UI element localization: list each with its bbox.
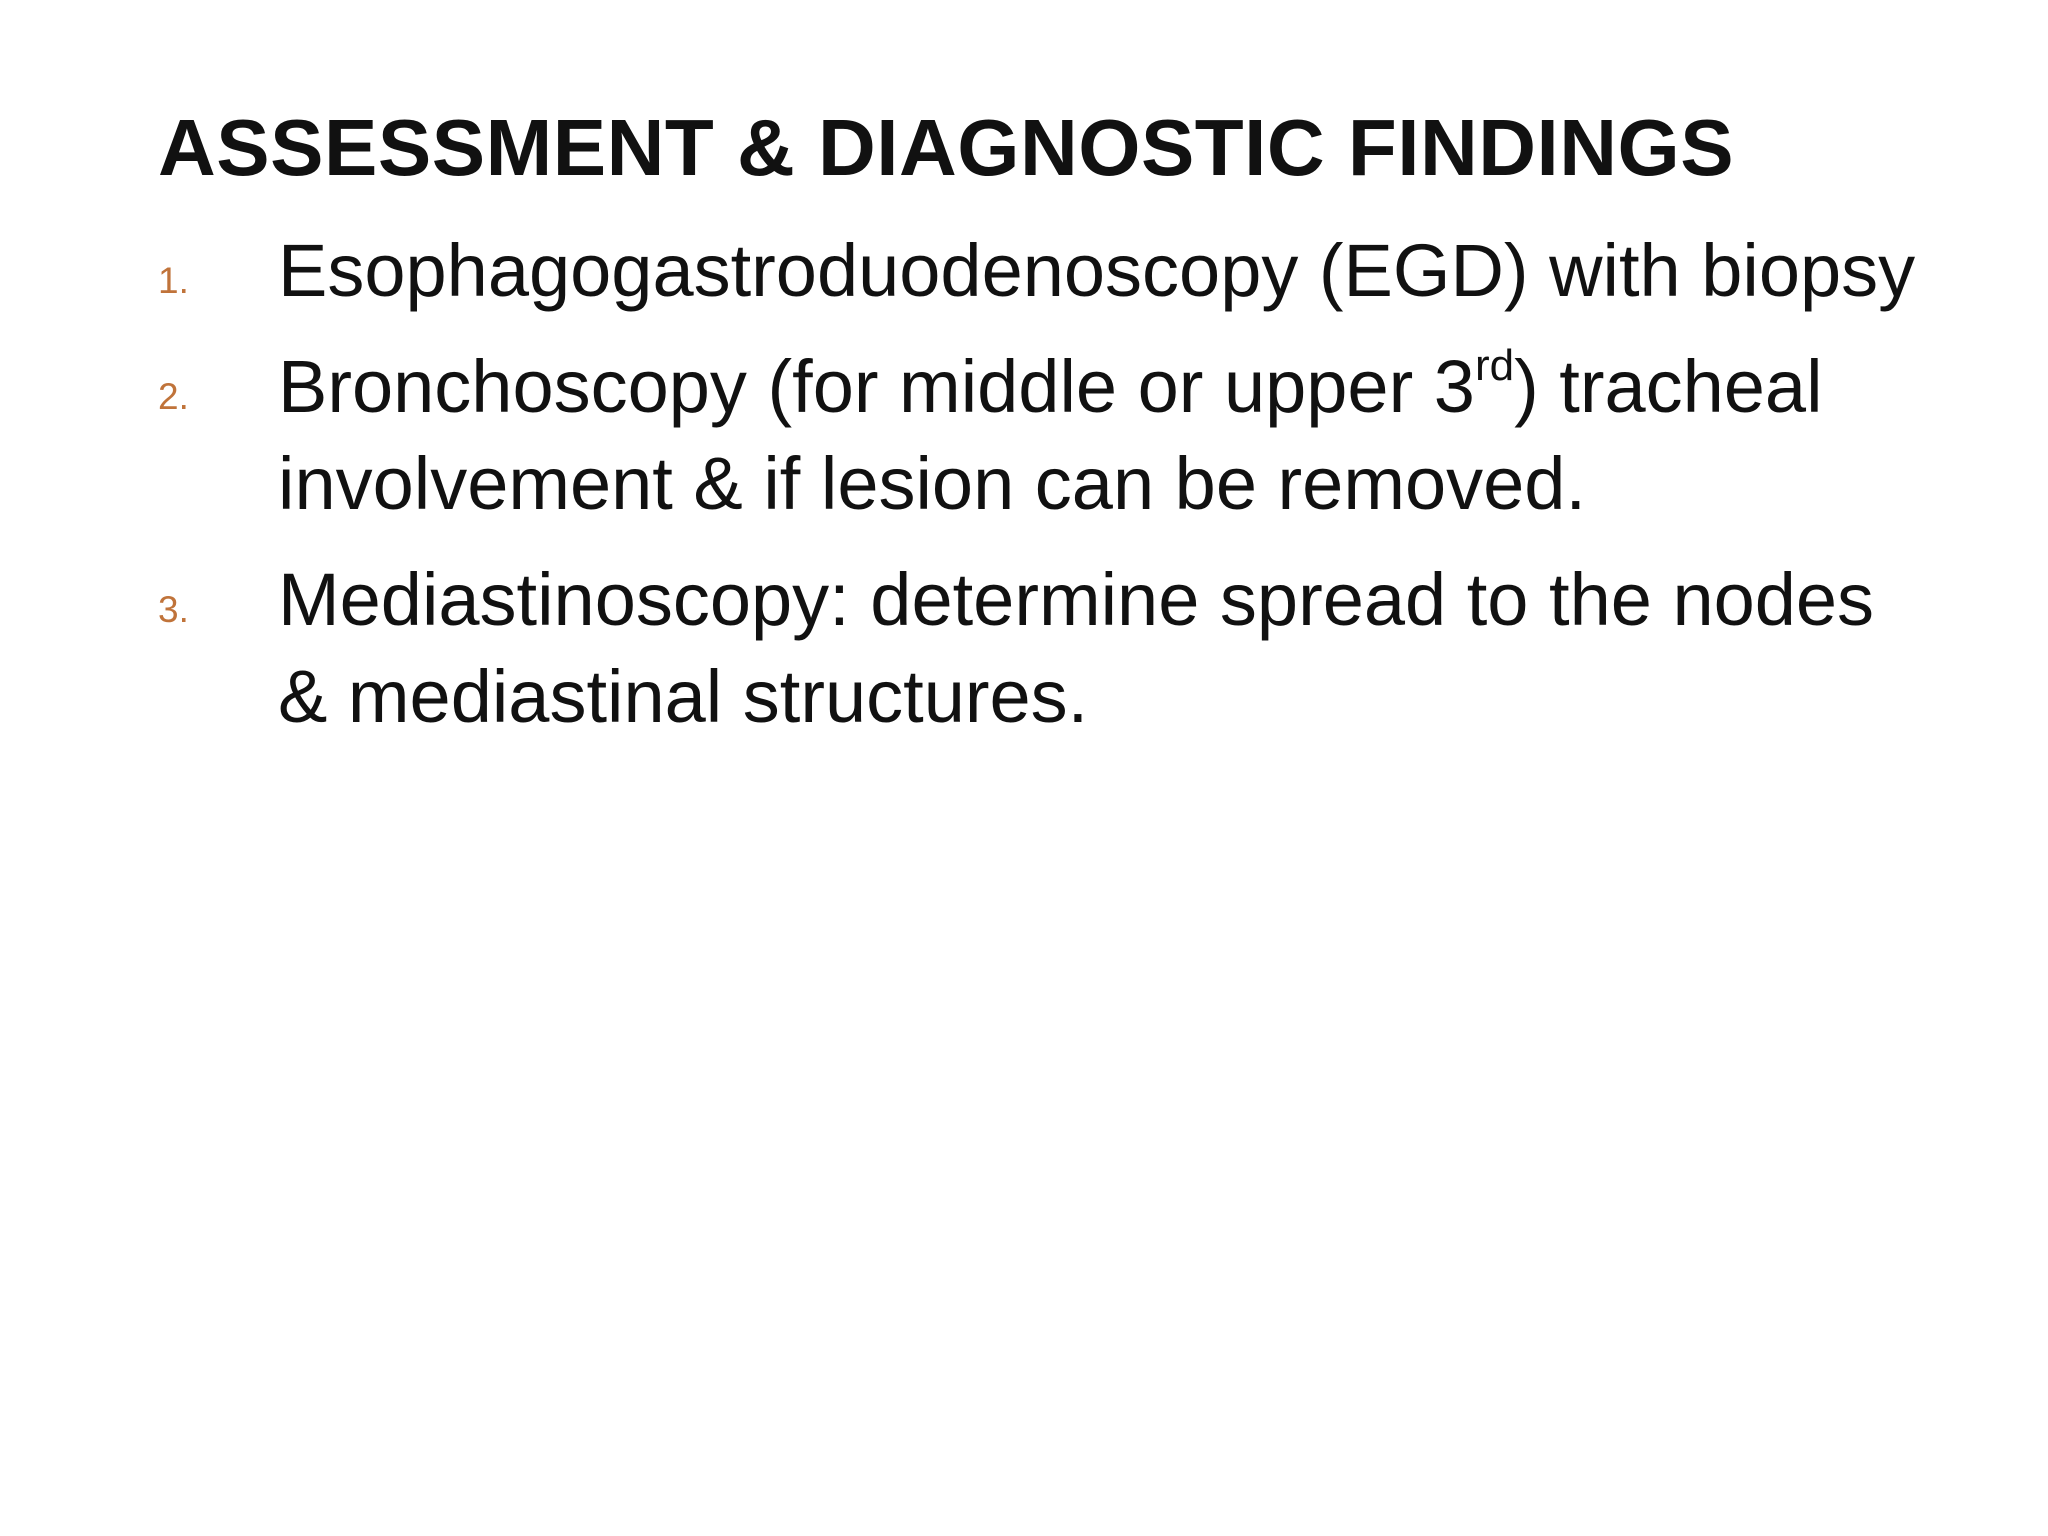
ordinal-superscript: rd [1474, 341, 1515, 391]
list-item [158, 222, 1918, 319]
list-item-text-part: Bronchoscopy (for middle or upper 3 [278, 345, 1475, 428]
findings-list [158, 222, 1918, 764]
list-number: 1. [158, 260, 189, 301]
list-number: 2. [158, 376, 189, 417]
list-item [158, 551, 1918, 745]
list-item-text-part: ) tracheal involvement & if lesion can be removed. [278, 345, 1823, 525]
slide-title: ASSESSMENT & DIAGNOSTIC FINDINGS [158, 103, 1735, 192]
list-item [158, 338, 1918, 532]
list-item-text [278, 338, 1918, 532]
list-item-text: Esophagogastroduodenoscopy (EGD) with biopsy [278, 229, 1916, 312]
list-item-text: Mediastinoscopy: determine spread to the nodes & mediastinal structures. [278, 558, 1875, 738]
list-number: 3. [158, 589, 189, 630]
